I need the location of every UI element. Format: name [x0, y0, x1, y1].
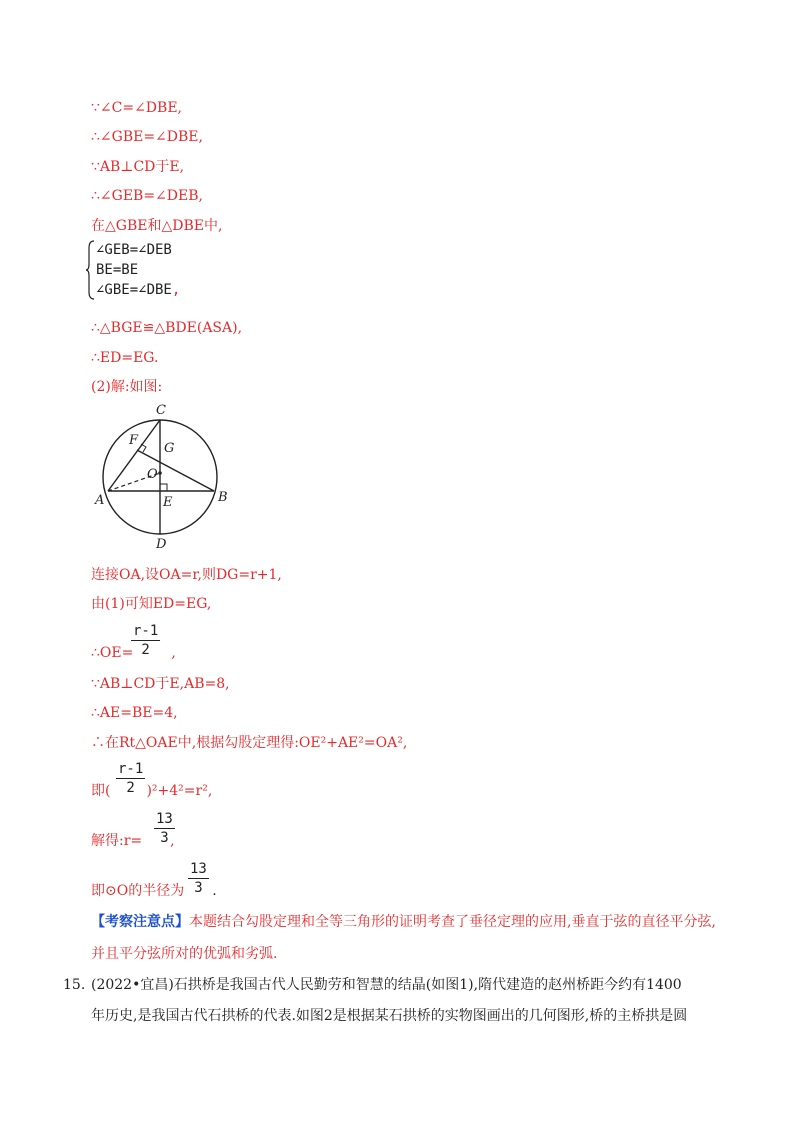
note-tag: 【考察注意点】 [91, 914, 189, 930]
line-oe-pre: ∴OE= [91, 645, 134, 661]
right-angle-e [160, 484, 167, 491]
system-row-3 [88, 280, 180, 300]
line-connect-oa: 连接OA,设OA=r,则DG=r+1, [91, 567, 282, 583]
line-congruence: ∴△BGE≌△BDE(ASA), [91, 320, 243, 336]
note-text-1: 本题结合勾股定理和全等三角形的证明考查了垂径定理的应用,垂直于弦的直径平分弦, [189, 914, 716, 930]
fraction-oe-den: 2 [141, 642, 150, 658]
fraction-radius [188, 860, 209, 897]
line-ed-eg: ∴ED=EG. [91, 350, 159, 366]
line-triangles-intro: 在△GBE和△DBE中, [91, 218, 223, 234]
center-point [158, 471, 162, 475]
system-row-2: BE=BE [96, 262, 139, 278]
fraction-solution-den: 3 [160, 830, 169, 846]
line-oe-post: , [171, 645, 176, 661]
line-solution-pre: 解得:r= [91, 833, 143, 849]
line-perpendicular: ∵AB⊥CD于E, [91, 159, 185, 175]
label-a: A [95, 493, 105, 508]
label-d: D [156, 537, 167, 550]
label-o: O [147, 467, 158, 482]
question-line-2: 年历史,是我国古代石拱桥的代表.如图2是根据某石拱桥的实物图画出的几何图形,桥的主桥拱是圆 [91, 1008, 688, 1024]
line-radius-post: . [212, 883, 217, 899]
equation-system [88, 240, 180, 300]
label-f: F [129, 433, 139, 448]
line-equation-pre: 即( [91, 783, 111, 799]
note-line-1 [91, 912, 716, 932]
system-row-3-comma: , [171, 282, 181, 298]
line-pythagoras: ∴在Rt△OAE中,根据勾股定理得:OE²+AE²=OA², [91, 735, 408, 751]
line-radius-pre: 即⊙O的半径为 [91, 883, 185, 899]
line-equation-post: )²+4²=r², [146, 783, 213, 799]
fraction-equation-num: r-1 [118, 761, 144, 777]
label-c: C [156, 403, 166, 418]
line-solution-post: , [170, 833, 175, 849]
fraction-oe [131, 622, 160, 659]
fraction-radius-den: 3 [194, 880, 203, 896]
question-line-1: (2022•宜昌)石拱桥是我国古代人民勤劳和智慧的结晶(如图1),隋代建造的赵州桥距今约有1400 [91, 977, 682, 993]
question-number: 15. [63, 977, 86, 993]
line-from-part1: 由(1)可知ED=EG, [91, 596, 212, 612]
fraction-solution-num: 13 [156, 811, 173, 827]
system-row-1: ∠GEB=∠DEB [96, 242, 172, 258]
line-equation [91, 781, 212, 801]
note-line-2: 并且平分弦所对的优弧和劣弧. [91, 946, 278, 962]
fraction-radius-num: 13 [190, 861, 207, 877]
fraction-equation-den: 2 [126, 780, 135, 796]
line-angle-geb: ∴∠GEB=∠DEB, [91, 188, 203, 204]
line-angle-c: ∵∠C=∠DBE, [91, 100, 182, 116]
label-e: E [163, 495, 173, 510]
system-row-3-text: ∠GBE=∠DBE [96, 282, 172, 298]
circle-diagram [92, 400, 242, 550]
line-ae-be: ∴AE=BE=4, [91, 705, 178, 721]
fraction-equation [116, 760, 145, 797]
line-part2: (2)解:如图: [91, 379, 163, 395]
label-g: G [164, 441, 175, 456]
line-angle-gbe: ∴∠GBE=∠DBE, [91, 129, 203, 145]
fraction-oe-num: r-1 [133, 623, 159, 639]
line-ab-length: ∵AB⊥CD于E,AB=8, [91, 676, 230, 692]
fraction-solution [154, 810, 175, 847]
label-b: B [218, 490, 228, 505]
